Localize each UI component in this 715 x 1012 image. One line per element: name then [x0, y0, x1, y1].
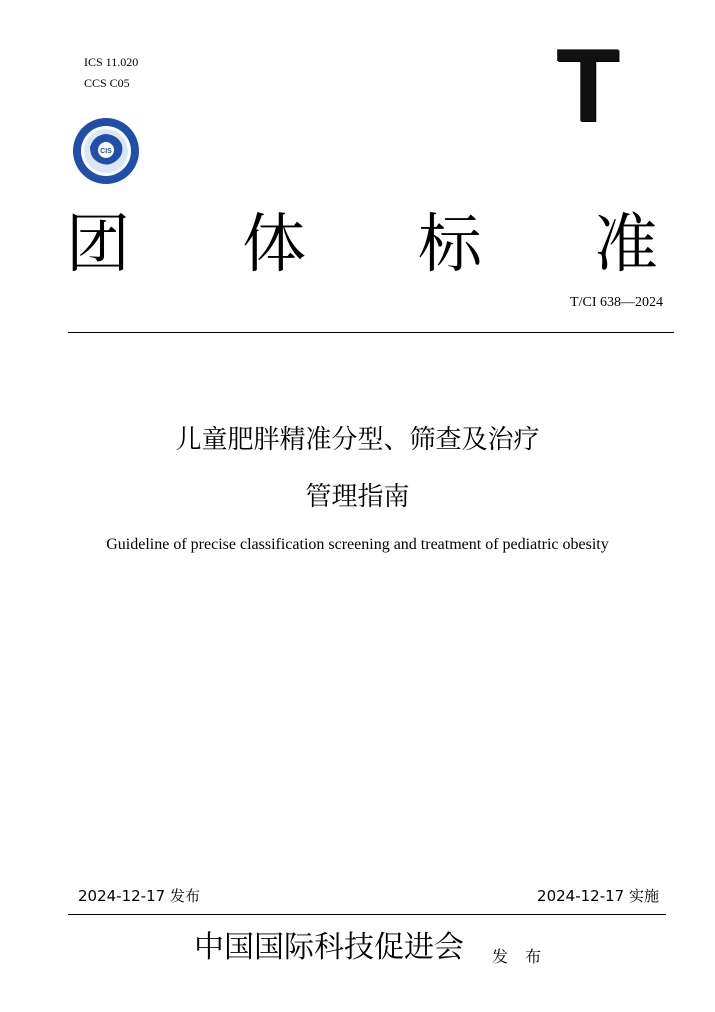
publisher-name: 中国国际科技促进会: [194, 930, 464, 965]
publish-date: 2024-12-17 发布: [78, 887, 200, 905]
title-line-1: 儿童肥胖精准分型、筛查及治疗: [175, 425, 540, 455]
standard-type-char: 团: [66, 208, 130, 282]
english-title: Guideline of precise classification screening and treatment of pediatric obesity: [106, 536, 609, 553]
logo-text: CIS: [100, 148, 112, 155]
ics-code: ICS 11.020: [84, 55, 139, 69]
standard-type-char: 准: [594, 208, 658, 282]
title-line-2: 管理指南: [305, 482, 410, 512]
standard-type-char: 体: [242, 208, 306, 282]
cis-logo-icon: [72, 117, 140, 185]
standard-number: T/CI 638—2024: [570, 295, 663, 310]
effective-date: 2024-12-17 实施: [537, 887, 659, 905]
top-divider: [68, 332, 674, 333]
bottom-divider: [68, 914, 666, 915]
ccs-code: CCS C05: [84, 76, 130, 90]
standard-type-char: 标: [418, 208, 482, 282]
category-letter: T: [556, 28, 620, 144]
publisher-suffix: 发 布: [492, 947, 548, 966]
